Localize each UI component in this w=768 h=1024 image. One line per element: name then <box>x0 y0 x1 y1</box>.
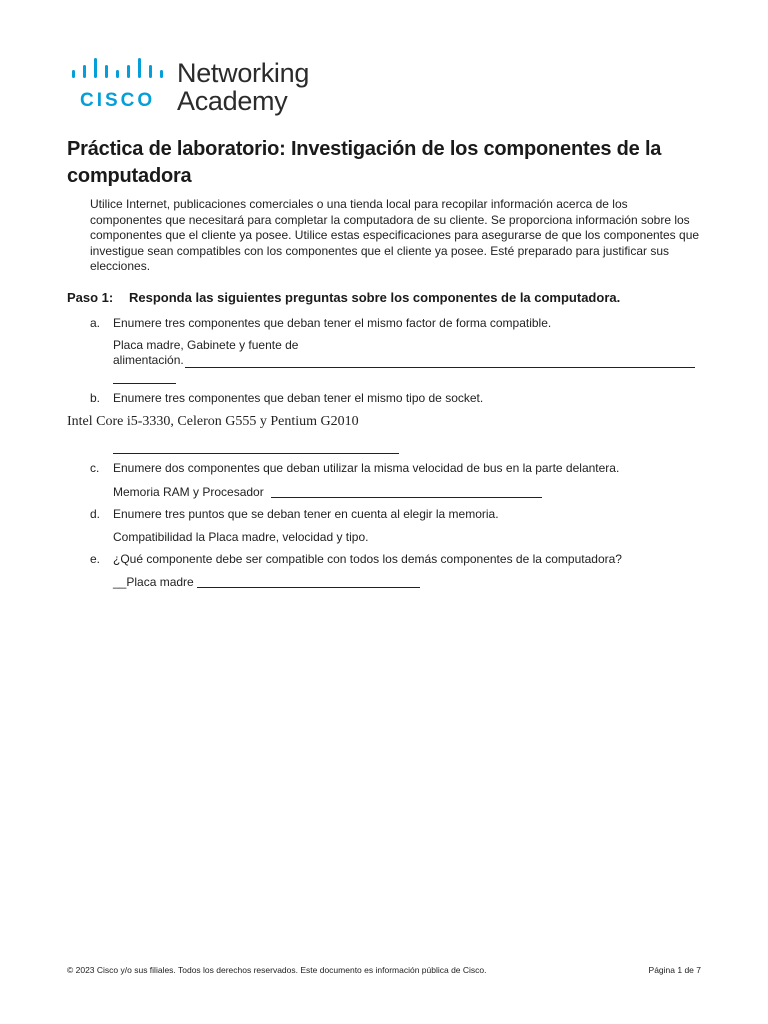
answer-line <box>113 383 176 384</box>
step-heading <box>67 290 707 305</box>
answer-e-prefix: __ <box>113 575 127 589</box>
cisco-wordmark: CISCO <box>80 90 156 111</box>
question-letter: e. <box>90 552 101 566</box>
cisco-bars-icon <box>70 57 170 87</box>
question-e <box>90 552 710 568</box>
question-b <box>90 391 710 407</box>
question-d <box>90 507 710 523</box>
question-text: Enumere tres componentes que deban tener el mismo tipo de socket. <box>113 391 484 405</box>
page-title: Práctica de laboratorio: Investigación de los componentes de la computadora <box>67 138 662 187</box>
step-label: Responda las siguientes preguntas sobre los componentes de la computadora. <box>129 290 621 305</box>
intro-paragraph: Utilice Internet, publicaciones comerciales o una tienda local para recopilar información acerca de los componentes que necesitará para completar la computadora de su cliente. Se proporciona información sobre los componentes que el cliente ya posee. Utilice estas especificaciones para asegurarse de que los componentes que investigue sean compatibles con los componentes que el cliente ya posee. Esté preparado para justificar sus elecciones. <box>90 197 700 273</box>
question-letter: a. <box>90 316 101 330</box>
question-a <box>90 316 710 332</box>
footer-page-number: Página 1 de 7 <box>648 965 701 975</box>
answer-line <box>197 587 420 588</box>
answer-e-text: Placa madre <box>126 575 194 589</box>
question-text: ¿Qué componente debe ser compatible con todos los demás componentes de la computadora? <box>113 552 622 566</box>
answer-d: Compatibilidad la Placa madre, velocidad y tipo. <box>113 530 369 544</box>
footer-copyright: © 2023 Cisco y/o sus filiales. Todos los derechos reservados. Este documento es información pública de Cisco. <box>67 965 487 975</box>
answer-b: Intel Core i5-3330, Celeron G555 y Pentium G2010 <box>67 414 359 429</box>
answer-line <box>185 367 695 368</box>
brand-line-networking: Networking <box>177 58 310 88</box>
answer-e <box>113 575 203 590</box>
answer-c: Memoria RAM y Procesador <box>113 485 264 499</box>
question-letter: b. <box>90 391 101 405</box>
answer-a-line1: Placa madre, Gabinete y fuente de <box>113 338 299 352</box>
page-footer <box>67 965 707 975</box>
answer-a-line2: alimentación. <box>113 353 184 367</box>
question-text: Enumere tres componentes que deban tener el mismo factor de forma compatible. <box>113 316 552 330</box>
step-number: Paso 1: <box>67 290 114 305</box>
answer-line <box>113 453 399 454</box>
cisco-networking-academy-logo <box>70 57 330 119</box>
question-letter: c. <box>90 461 100 475</box>
question-text: Enumere dos componentes que deban utilizar la misma velocidad de bus en la parte delantera. <box>113 461 620 475</box>
answer-line <box>271 497 542 498</box>
question-text: Enumere tres puntos que se deban tener en cuenta al elegir la memoria. <box>113 507 499 521</box>
question-letter: d. <box>90 507 101 521</box>
brand-line-academy: Academy <box>177 86 288 116</box>
question-c <box>90 461 710 477</box>
